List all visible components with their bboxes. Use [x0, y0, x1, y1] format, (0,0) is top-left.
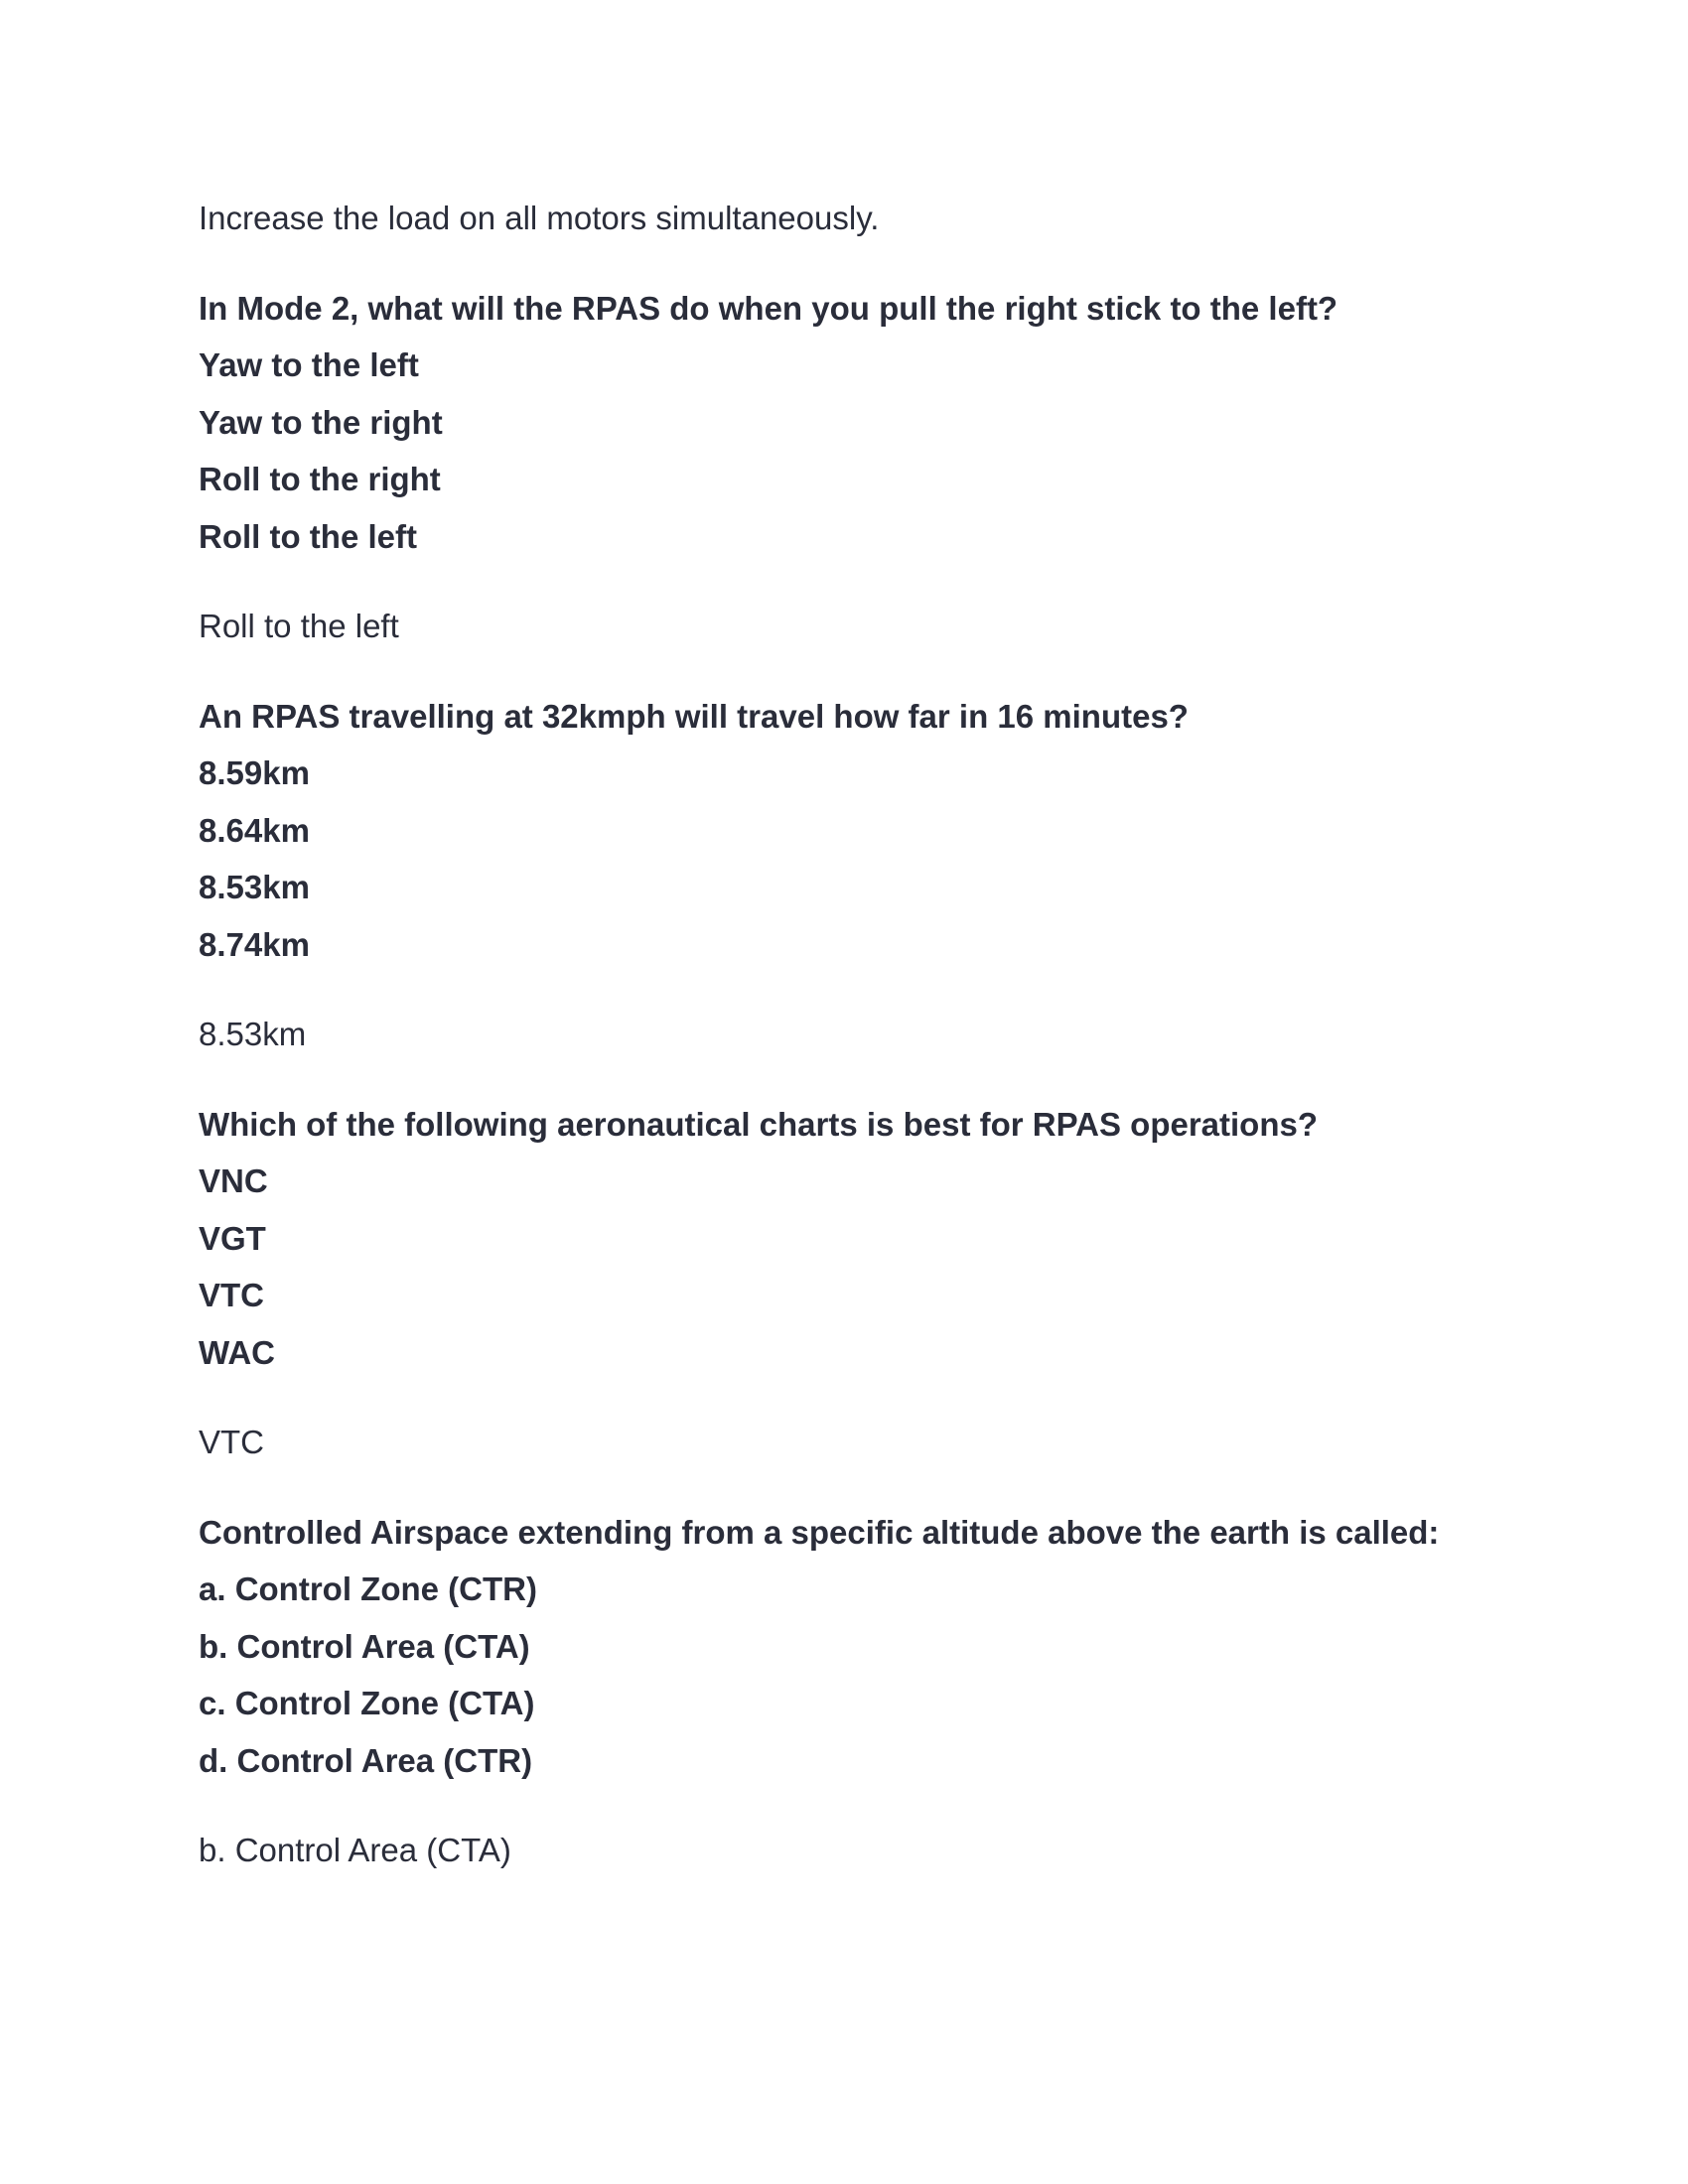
question-text: In Mode 2, what will the RPAS do when you pull the right stick to the left? — [199, 290, 1338, 327]
answer-text: 8.53km — [199, 1016, 307, 1052]
option-item: Yaw to the left — [199, 346, 419, 383]
answer-text: VTC — [199, 1424, 264, 1460]
option-item: Yaw to the right — [199, 403, 443, 441]
option-item: a. Control Zone (CTR) — [199, 1570, 537, 1607]
question-text: Which of the following aeronautical charts is best for RPAS operations? — [199, 1106, 1319, 1143]
option-item: 8.53km — [199, 869, 310, 905]
option-item: 8.64km — [199, 811, 310, 849]
option-item: b. Control Area (CTA) — [199, 1627, 530, 1665]
answer-text: b. Control Area (CTA) — [199, 1832, 511, 1868]
option-item: 8.59km — [199, 754, 310, 791]
option-item: d. Control Area (CTR) — [199, 1741, 533, 1779]
question-block-4 — [199, 1509, 1509, 1873]
question-block-2 — [199, 693, 1509, 1057]
option-list — [199, 1158, 1509, 1386]
option-list — [199, 750, 1509, 978]
option-list — [199, 1566, 1509, 1794]
previous-answer: Increase the load on all motors simultaneously. — [199, 200, 880, 236]
option-item: 8.74km — [199, 925, 310, 963]
option-item: Roll to the left — [199, 517, 417, 555]
option-item: c. Control Zone (CTA) — [199, 1685, 535, 1721]
answer-text: Roll to the left — [199, 608, 399, 644]
question-block-1 — [199, 285, 1509, 649]
option-item: VTC — [199, 1277, 264, 1313]
document-page — [199, 195, 1509, 1873]
option-item: VNC — [199, 1162, 268, 1199]
option-item: WAC — [199, 1333, 275, 1371]
option-item: Roll to the right — [199, 461, 441, 497]
question-block-3 — [199, 1101, 1509, 1465]
question-text: An RPAS travelling at 32kmph will travel how far in 16 minutes? — [199, 698, 1189, 735]
question-text: Controlled Airspace extending from a specific altitude above the earth is called: — [199, 1514, 1440, 1551]
option-item: VGT — [199, 1219, 266, 1257]
option-list — [199, 341, 1509, 570]
